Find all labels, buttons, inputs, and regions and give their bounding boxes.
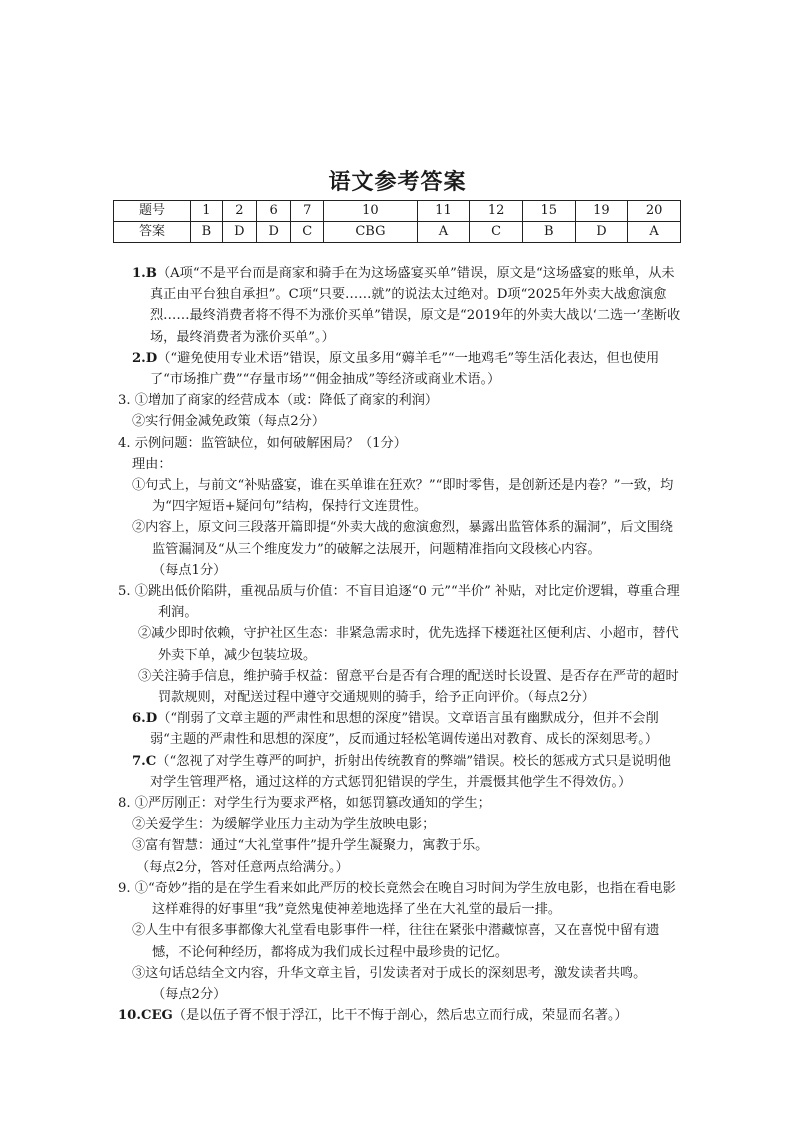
table-cell: A bbox=[417, 222, 470, 243]
table-cell: D bbox=[222, 222, 256, 243]
answer-item-9-point3: ③这句话总结全文内容，升华文章主旨，引发读者对于成长的深刻思考，激发读者共鸣。 bbox=[132, 965, 647, 981]
table-cell: 7 bbox=[291, 201, 324, 222]
table-cell: 1 bbox=[191, 201, 223, 222]
answer-item-8-line3: ③富有智慧：通过“大礼堂事件”提升学生凝聚力，寓教于乐。 bbox=[132, 838, 489, 854]
answer-item-4-score: （每点1分） bbox=[152, 562, 227, 578]
table-cell: 20 bbox=[628, 201, 681, 222]
table-cell: D bbox=[575, 222, 628, 243]
item-number: 6. bbox=[132, 711, 146, 727]
answer-item-2 bbox=[118, 348, 683, 390]
table-cell: 6 bbox=[257, 201, 291, 222]
table-cell: 11 bbox=[417, 201, 470, 222]
answer-item-9-score: （每点2分） bbox=[152, 986, 227, 1002]
answer-item-8-score: （每点2分，答对任意两点给满分。） bbox=[136, 859, 349, 875]
table-row bbox=[114, 201, 681, 222]
row-label-question: 题号 bbox=[114, 201, 191, 222]
answer-item-1 bbox=[118, 263, 683, 348]
item-answer: C bbox=[145, 753, 157, 769]
table-row bbox=[114, 222, 681, 243]
table-cell: B bbox=[191, 222, 223, 243]
table-cell: A bbox=[628, 222, 681, 243]
answer-item-10 bbox=[118, 1005, 683, 1026]
answer-item-5-point1: 5. ①跳出低价陷阱，重视品质与价值：不盲目追逐“0 元”“半价” 补贴，对比定价逻辑，尊重合理利润。 bbox=[118, 584, 680, 621]
row-label-answer: 答案 bbox=[114, 222, 191, 243]
item-number: 7. bbox=[132, 753, 146, 769]
table-cell: 15 bbox=[522, 201, 575, 222]
item-text: （“削弱了文章主题的严肃性和思想的深度”错误。文章语言虽有幽默成分，但并不会削弱“主题的严肃性和思想的深度”，反而通过轻松笔调传递出对教育、成长的深刻思考。） bbox=[150, 711, 659, 748]
item-answer: D bbox=[145, 711, 158, 727]
item-answer: D bbox=[145, 350, 158, 366]
table-cell: 12 bbox=[470, 201, 523, 222]
item-text: （是以伍子胥不恨于浮江，比干不悔于剖心，然后忠立而行成，荣显而名著。） bbox=[172, 1008, 628, 1024]
item-text: （“忽视了对学生尊严的呵护，折射出传统教育的弊端”错误。校长的惩戒方式只是说明他对学生管理严格，通过这样的方式惩罚犯错误的学生，并震慑其他学生不得效仿。） bbox=[150, 753, 671, 790]
answer-item-3-line1: 3. ①增加了商家的经营成本（或：降低了商家的利润） bbox=[118, 393, 439, 409]
item-number: 10. bbox=[118, 1008, 141, 1024]
answer-item-4-line1: 4. 示例问题：监管缺位，如何破解困局？（1分） bbox=[118, 435, 407, 451]
answer-item-4-point2: ②内容上，原文问三段落开篇即提“外卖大战的愈演愈烈，暴露出监管体系的漏洞”，后文围绕监管漏洞及“从三个维度发力”的破解之法展开，问题精准指向文段核心内容。 bbox=[132, 520, 673, 557]
answer-item-3-line2: ②实行佣金减免政策（每点2分） bbox=[132, 414, 326, 430]
page-title: 语文参考答案 bbox=[328, 169, 467, 195]
answer-item-4-point1: ①句式上，与前文“补贴盛宴，谁在买单谁在狂欢？”“即时零售，是创新还是内卷？”一致，均为“四字短语+疑问句”结构，保持行文连贯性。 bbox=[132, 478, 674, 515]
answer-item-9-point1: 9. ①“奇妙”指的是在学生看来如此严厉的校长竟然会在晚自习时间为学生放电影，也指在看电影这样难得的好事里“我”竟然鬼使神差地选择了坐在大礼堂的最后一排。 bbox=[118, 880, 676, 918]
table-cell: CBG bbox=[324, 222, 417, 243]
answer-explanations bbox=[118, 263, 683, 1026]
item-answer: B bbox=[145, 266, 157, 281]
answer-table bbox=[113, 200, 681, 243]
answer-item-8-line2: ②关爱学生：为缓解学业压力主动为学生放映电影； bbox=[132, 817, 436, 833]
answer-item-5-point2: ②减少即时依赖，守护社区生态：非紧急需求时，优先选择下楼逛社区便利店、小超市，替代外卖下单，减少包装垃圾。 bbox=[138, 626, 679, 663]
answer-item-5-point3: ③关注骑手信息，维护骑手权益：留意平台是否有合理的配送时长设置、是否存在严苛的超时罚款规则，对配送过程中遵守交通规则的骑手，给予正向评价。（每点2分） bbox=[138, 668, 679, 706]
item-text: （A项“不是平台而是商家和骑手在为这场盛宴买单”错误，原文是“这场盛宴的账单，从未真正由平台独自承担”。C项“只要……就”的说法太过绝对。D项“2025年外卖大战愈演愈烈……最终消费者将不得不为涨价买单”错误，原文是“2019年的外卖大战以‘二选一’垄断收场，最终消费者为涨价买单”。） bbox=[150, 266, 681, 345]
table-cell: B bbox=[522, 222, 575, 243]
table-cell: D bbox=[257, 222, 291, 243]
item-text: （“避免使用专业术语”错误，原文虽多用“薅羊毛”“一地鸡毛”等生活化表达，但也使用了“市场推广费”“存量市场”“佣金抽成”等经济或商业术语。） bbox=[150, 350, 660, 388]
item-answer: CEG bbox=[140, 1008, 173, 1024]
table-cell: C bbox=[470, 222, 523, 243]
answer-item-9-point2: ②人生中有很多事都像大礼堂看电影事件一样，往往在紧张中潜藏惊喜，又在喜悦中留有遗憾，不论何种经历，都将成为我们成长过程中最珍贵的记忆。 bbox=[132, 923, 660, 960]
answer-item-6 bbox=[118, 708, 683, 750]
answer-item-7 bbox=[118, 751, 683, 793]
item-number: 2. bbox=[132, 350, 146, 366]
table-cell: 2 bbox=[222, 201, 256, 222]
table-cell: 10 bbox=[324, 201, 417, 222]
item-number: 1. bbox=[132, 266, 146, 281]
answer-item-4-reason-label: 理由： bbox=[132, 456, 172, 472]
table-cell: C bbox=[291, 222, 324, 243]
answer-item-8-line1: 8. ①严厉刚正：对学生行为要求严格，如惩罚篡改通知的学生； bbox=[118, 796, 491, 812]
table-cell: 19 bbox=[575, 201, 628, 222]
